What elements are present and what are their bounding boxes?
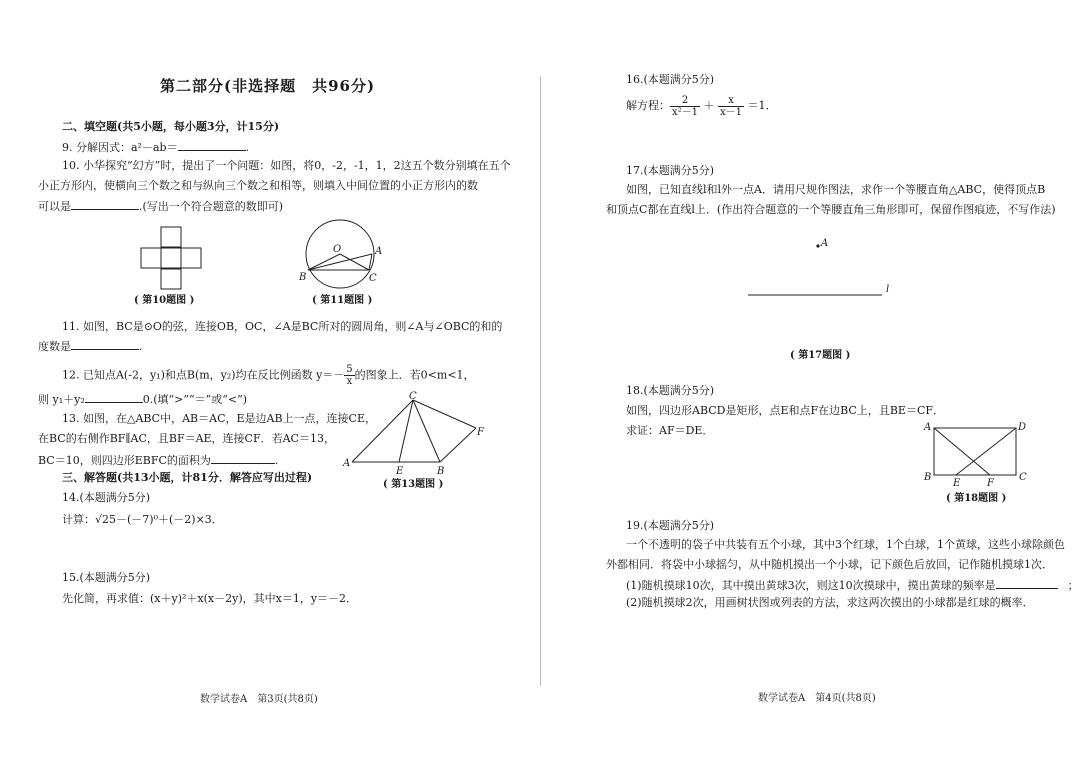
right-footer: 数学试卷A 第4页(共8页) xyxy=(758,693,876,704)
q12-line2-before: 则 y₁＋y₂ xyxy=(38,393,85,406)
fig18-label-c: C xyxy=(1019,472,1027,483)
q16-fraction-1 xyxy=(670,95,700,118)
fig17-label-a: A xyxy=(821,238,829,249)
q13-line3 xyxy=(38,452,278,468)
q12-line2-after: 0.(填“>”“＝”或“<”) xyxy=(142,393,248,406)
fig18-label-a: A xyxy=(924,422,932,433)
fig18-label-d: D xyxy=(1018,422,1027,433)
q16-fraction-2 xyxy=(718,95,744,118)
fig13-caption: ( 第13题图 ) xyxy=(383,479,444,490)
q9-text: 9. 分解因式：a²－ab＝ xyxy=(62,141,178,154)
q10-line3-after: .(写出一个符合题意的数即可) xyxy=(139,200,284,213)
q17-line1: 如图，已知直线l和l外一点A．请用尺规作图法，求作一个等腰直角△ABC，使得顶点B xyxy=(626,183,1046,196)
q11-line2 xyxy=(38,338,143,354)
q19-part2: (2)随机摸球2次，用画树状图或列表的方法，求这两次摸出的小球都是红球的概率． xyxy=(626,596,1034,609)
q10-line2: 小正方形内，使横向三个数之和与纵向三个数之和相等，则填入中间位置的小正方形内的数 xyxy=(38,179,478,192)
q11-answer-blank[interactable] xyxy=(71,338,139,350)
q11-line2-before: 度数是 xyxy=(38,340,71,353)
q13-line1: 13. 如图，在△ABC中，AB＝AC，E是边AB上一点，连接CE， xyxy=(62,412,376,425)
fig11-caption: ( 第11题图 ) xyxy=(312,295,373,306)
figure-10-cross xyxy=(136,226,216,292)
figure-17-point-line xyxy=(740,232,910,302)
q12-frac-den: x xyxy=(346,376,353,387)
q12-line1-before: 12. 已知点A(-2，y₁)和点B(m，y₂)均在反比例函数 y＝－ xyxy=(62,368,345,382)
section3-heading: 三、解答题(共13小题，计81分．解答应写出过程) xyxy=(62,471,313,484)
q16-plus: ＋ xyxy=(703,99,715,112)
q16-frac1-den: x²－1 xyxy=(672,106,699,118)
figure-18-rectangle xyxy=(920,418,1032,488)
q19-part1 xyxy=(626,577,1079,593)
q13-line2: 在BC的右侧作BF∥AC，且BF＝AE，连接CF．若AC＝13， xyxy=(38,432,335,445)
q12-line1 xyxy=(62,364,475,387)
q16-rhs: ＝1． xyxy=(747,99,777,112)
q13-line3-before: BC＝10，则四边形EBFC的面积为 xyxy=(38,454,211,467)
q13-answer-blank[interactable] xyxy=(211,452,275,464)
q19-line2: 外都相同．将袋中小球摇匀，从中随机摸出一个小球，记下颜色后放回，记作随机摸球1次． xyxy=(606,558,1053,571)
q16-equation xyxy=(626,94,777,118)
figure-13-triangle xyxy=(340,390,490,478)
q18-line2: 求证：AF＝DE． xyxy=(626,424,714,437)
q19-part1-after: ； xyxy=(1067,579,1079,592)
q11-line1: 11. 如图，BC是⊙O的弦，连接OB，OC，∠A是BC所对的圆周角，则∠A与∠OBC的和的 xyxy=(62,320,503,333)
q17-line2: 和顶点C都在直线l上．(作出符合题意的一个等腰直角三角形即可，保留作图痕迹，不写作法) xyxy=(606,203,1056,216)
q19-header: 19.(本题满分5分) xyxy=(626,519,715,532)
q10-line3 xyxy=(38,198,283,214)
q10-answer-blank[interactable] xyxy=(71,198,139,210)
q14-header: 14.(本题满分5分) xyxy=(62,491,151,504)
fig17-caption: ( 第17题图 ) xyxy=(790,350,851,361)
q16-frac2-den: x－1 xyxy=(720,106,743,118)
q12-frac-num: 5 xyxy=(346,364,353,375)
q19-part1-before: (1)随机摸球10次，其中摸出黄球3次，则这10次摸球中，摸出黄球的频率是 xyxy=(626,579,996,592)
q19-line1: 一个不透明的袋子中共装有五个小球，其中3个红球，1个白球，1个黄球，这些小球除颜色 xyxy=(626,538,1065,551)
q16-frac1-num: 2 xyxy=(670,95,700,107)
figure-11-circle xyxy=(296,214,392,290)
q16-header: 16.(本题满分5分) xyxy=(626,73,715,86)
section2-heading: 二、填空题(共5小题，每小题3分，计15分) xyxy=(62,120,280,133)
question-9 xyxy=(62,139,249,155)
fig11-label-b: B xyxy=(299,272,307,283)
q18-line1: 如图，四边形ABCD是矩形，点E和点F在边BC上，且BE＝CF． xyxy=(626,404,944,417)
q12-line1-after: 的图象上．若0<m<1， xyxy=(354,368,475,382)
fig18-label-f: F xyxy=(987,478,994,488)
q13-line3-after: . xyxy=(274,454,279,467)
q10-line3-before: 可以是 xyxy=(38,200,71,213)
fig13-label-f: F xyxy=(477,427,484,438)
fig13-label-a: A xyxy=(343,458,351,469)
fig13-label-e: E xyxy=(396,466,404,477)
q15-header: 15.(本题满分5分) xyxy=(62,571,151,584)
fig17-label-l: l xyxy=(886,284,890,295)
q17-header: 17.(本题满分5分) xyxy=(626,164,715,177)
fig13-label-c: C xyxy=(409,391,417,402)
q12-fraction xyxy=(344,364,354,387)
q12-line2 xyxy=(38,391,247,407)
fig11-label-c: C xyxy=(369,273,377,284)
q15-body: 先化简，再求值：(x＋y)²＋x(x－2y)，其中x＝1，y＝－2． xyxy=(62,592,358,605)
q11-line2-after: . xyxy=(139,340,143,353)
q10-line1: 10. 小华探究“幻方”时，提出了一个问题：如图，将0，-2，-1，1，2这五个数分别填在五个 xyxy=(62,159,511,172)
fig18-caption: ( 第18题图 ) xyxy=(946,493,1007,504)
q16-label: 解方程： xyxy=(626,99,670,112)
fig10-caption: ( 第10题图 ) xyxy=(134,295,195,306)
q14-body: 计算：√25－(－7)⁰＋(－2)×3． xyxy=(62,513,223,526)
fig13-label-b: B xyxy=(437,466,445,477)
q16-frac2-num: x xyxy=(718,95,744,107)
q9-end: . xyxy=(245,141,250,154)
q18-header: 18.(本题满分5分) xyxy=(626,384,715,397)
left-footer: 数学试卷A 第3页(共8页) xyxy=(200,694,318,705)
q12-answer-blank[interactable] xyxy=(85,391,143,403)
page-title: 第二部分(非选择题 共96分) xyxy=(160,77,376,95)
fig18-label-b: B xyxy=(924,472,932,483)
right-page xyxy=(540,0,1080,764)
fig11-label-a: A xyxy=(375,246,383,257)
fig18-label-e: E xyxy=(953,478,961,488)
q19-answer-blank[interactable] xyxy=(996,577,1058,589)
fig11-label-o: O xyxy=(333,244,342,255)
q9-answer-blank[interactable] xyxy=(178,139,246,151)
